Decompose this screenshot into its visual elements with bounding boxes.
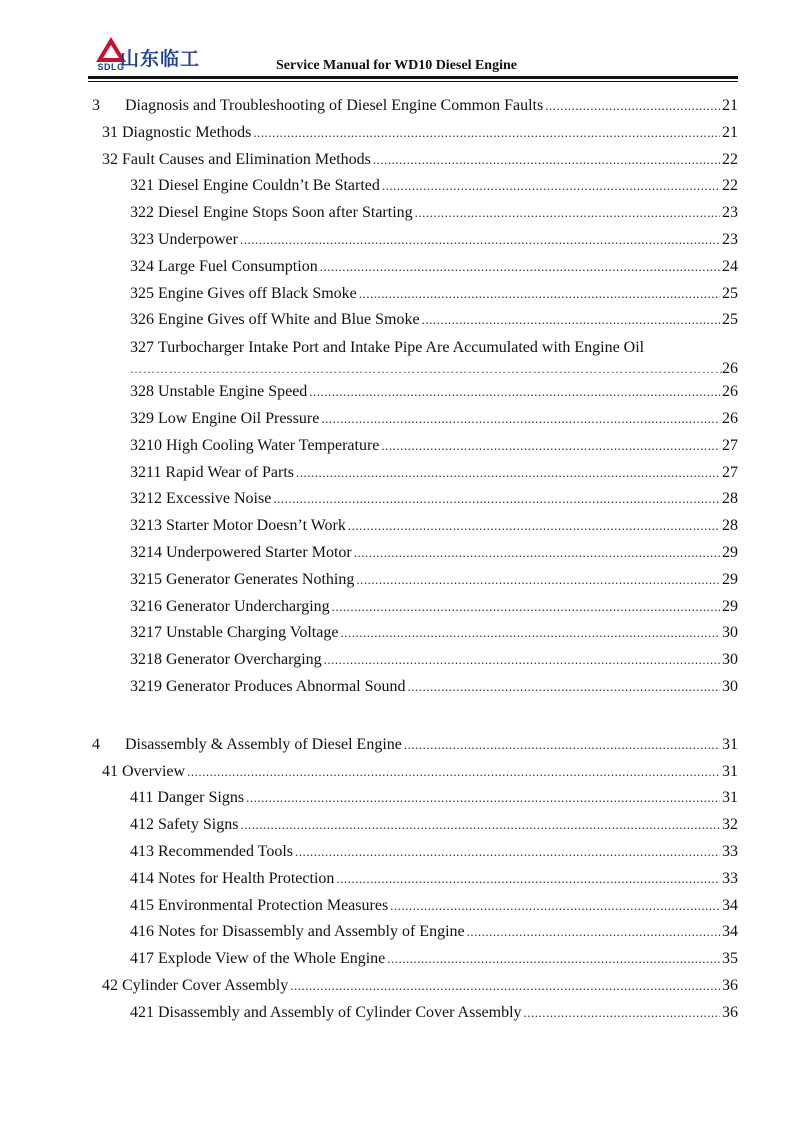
- toc-entry[interactable]: [92, 307, 738, 334]
- toc-number: 329: [130, 409, 154, 427]
- toc-title: Generator Generates Nothing: [166, 570, 355, 588]
- toc-number: 3214: [130, 543, 162, 561]
- toc-entry[interactable]: [92, 379, 738, 406]
- toc-number: 415: [130, 896, 154, 914]
- toc-number: 4: [92, 735, 100, 753]
- toc-title: High Cooling Water Temperature: [166, 436, 380, 454]
- leader-dots: [240, 227, 720, 254]
- leader-dots: [246, 785, 720, 812]
- toc-number: 321: [130, 177, 154, 195]
- document-title: Service Manual for WD10 Diesel Engine: [276, 58, 517, 73]
- toc-entry[interactable]: [92, 866, 738, 893]
- toc-number: 413: [130, 842, 154, 860]
- leader-dots: [240, 812, 720, 839]
- toc-page: 29: [722, 543, 738, 561]
- toc-number: 323: [130, 230, 154, 248]
- toc-entry[interactable]: [92, 973, 738, 1000]
- leader-dots: [382, 173, 720, 200]
- toc-title: Diesel Engine Couldn’t Be Started: [158, 177, 380, 195]
- toc-title: Engine Gives off Black Smoke: [158, 284, 357, 302]
- toc-number: 411: [130, 789, 154, 807]
- toc-title: Engine Gives off White and Blue Smoke: [158, 311, 420, 329]
- leader-dots: [404, 732, 720, 759]
- leader-dots: [390, 893, 720, 920]
- toc-page: 36: [722, 1003, 738, 1021]
- toc-title: Safety Signs: [158, 816, 239, 834]
- toc-page: 32: [722, 816, 738, 834]
- toc-title: Diagnosis and Troubleshooting of Diesel Engine Common Faults: [125, 97, 544, 114]
- toc-number: 3216: [130, 597, 162, 615]
- toc-entry[interactable]: [92, 812, 738, 839]
- toc-number: 414: [130, 869, 154, 887]
- toc-entry[interactable]: [92, 513, 738, 540]
- toc-page: 23: [722, 230, 738, 248]
- sdlg-logo: [94, 36, 244, 76]
- toc-page: 34: [722, 923, 738, 941]
- toc-entry[interactable]: [92, 785, 738, 812]
- toc-entry[interactable]: [92, 147, 738, 174]
- toc-page: 25: [722, 284, 738, 302]
- toc-page: 31: [722, 789, 738, 807]
- toc-page: 21: [722, 123, 738, 141]
- toc-page: 33: [722, 869, 738, 887]
- leader-dots: [336, 866, 720, 893]
- toc-page: 28: [722, 517, 738, 535]
- toc-number: 3210: [130, 436, 162, 454]
- toc-page: 22: [722, 177, 738, 195]
- toc-title: Low Engine Oil Pressure: [158, 409, 320, 427]
- toc-title: Generator Produces Abnormal Sound: [166, 677, 406, 695]
- toc-page: 24: [722, 257, 738, 275]
- toc-page: 30: [722, 651, 738, 669]
- toc-number: 328: [130, 383, 154, 401]
- toc-title: Turbocharger Intake Port and Intake Pipe Are Accumulated with Engine Oil: [158, 339, 645, 357]
- toc-number: 32: [102, 150, 118, 168]
- toc-entry[interactable]: [92, 620, 738, 647]
- toc-page: 27: [722, 463, 738, 481]
- toc-title: Excessive Noise: [166, 490, 272, 508]
- toc-title: Starter Motor Doesn’t Work: [166, 517, 346, 535]
- header-rule-thin: [88, 81, 738, 82]
- toc-entry[interactable]: [92, 93, 738, 120]
- toc-title: Underpowered Starter Motor: [166, 543, 352, 561]
- toc-page: 31: [722, 762, 738, 780]
- toc-number: 3215: [130, 570, 162, 588]
- toc-entry[interactable]: [92, 254, 738, 281]
- toc-number: 3212: [130, 490, 162, 508]
- toc-number: 322: [130, 204, 154, 222]
- toc-title: Underpower: [158, 230, 238, 248]
- toc-number: 421: [130, 1003, 154, 1021]
- toc-page: 36: [722, 976, 738, 994]
- leader-dots: [130, 359, 722, 379]
- toc-entry[interactable]: [92, 200, 738, 227]
- toc-title: Large Fuel Consumption: [158, 257, 318, 275]
- toc-entry[interactable]: [92, 173, 738, 200]
- leader-dots: [373, 147, 720, 174]
- toc-number: 3213: [130, 517, 162, 535]
- toc-page: 30: [722, 624, 738, 642]
- leader-dots: [387, 946, 720, 973]
- leader-dots: [356, 567, 720, 594]
- leader-dots: [340, 620, 720, 647]
- toc-number: 325: [130, 284, 154, 302]
- toc-page: 31: [722, 735, 738, 753]
- toc-number: 3211: [130, 463, 162, 481]
- toc-entry[interactable]: [92, 839, 738, 866]
- toc-entry[interactable]: [92, 486, 738, 513]
- leader-dots: [324, 647, 720, 674]
- toc-entry[interactable]: [92, 1000, 738, 1027]
- leader-dots: [467, 919, 720, 946]
- toc-entry[interactable]: [92, 893, 738, 920]
- leader-dots: [415, 200, 720, 227]
- toc-entry[interactable]: [92, 460, 738, 487]
- toc-number: 326: [130, 311, 154, 329]
- leader-dots: [187, 759, 720, 786]
- toc-number: 327: [130, 339, 154, 357]
- leader-dots: [320, 254, 720, 281]
- toc-page: 21: [722, 97, 738, 114]
- leader-dots: [408, 674, 720, 701]
- toc-page: 33: [722, 842, 738, 860]
- leader-dots: [321, 406, 720, 433]
- toc-number: 31: [102, 123, 118, 141]
- toc-number: 416: [130, 923, 154, 941]
- toc-title: Danger Signs: [157, 789, 245, 807]
- leader-dots: [545, 93, 720, 120]
- brand-en: SDLG: [97, 62, 125, 72]
- toc-title: Generator Undercharging: [166, 597, 330, 615]
- leader-dots: [359, 281, 720, 308]
- toc-page: 28: [722, 490, 738, 508]
- toc-entry[interactable]: [92, 567, 738, 594]
- leader-dots: [290, 973, 720, 1000]
- brand-cn: 山东临工: [120, 48, 201, 70]
- leader-dots: [296, 460, 720, 487]
- toc-title: Generator Overcharging: [166, 651, 322, 669]
- toc-entry[interactable]: [92, 759, 738, 786]
- leader-dots: [354, 540, 720, 567]
- toc-page: 34: [722, 896, 738, 914]
- toc-number: 3218: [130, 651, 162, 669]
- toc-page: 29: [722, 597, 738, 615]
- toc-number: 3: [92, 97, 100, 114]
- leader-dots: [332, 594, 720, 621]
- toc-page: 26: [722, 409, 738, 427]
- toc-title: Diagnostic Methods: [122, 123, 252, 141]
- leader-dots: [348, 513, 720, 540]
- leader-dots: [309, 379, 720, 406]
- toc-entry[interactable]: [92, 594, 738, 621]
- toc-title: Recommended Tools: [158, 842, 294, 860]
- toc-title: Cylinder Cover Assembly: [122, 976, 289, 994]
- toc-entry[interactable]: [92, 946, 738, 973]
- toc-title: Disassembly & Assembly of Diesel Engine: [125, 735, 402, 753]
- toc-page: 26: [722, 383, 738, 401]
- toc-entry[interactable]: [92, 120, 738, 147]
- toc-title: Rapid Wear of Parts: [165, 463, 295, 481]
- leader-dots: [253, 120, 720, 147]
- leader-dots: [381, 433, 720, 460]
- toc-entry[interactable]: [92, 647, 738, 674]
- toc-page: 29: [722, 570, 738, 588]
- toc-page: 23: [722, 204, 738, 222]
- toc-entry[interactable]: [92, 433, 738, 460]
- leader-dots: [422, 307, 720, 334]
- toc-title: Notes for Disassembly and Assembly of Engine: [158, 923, 465, 941]
- table-of-contents: [92, 93, 738, 1027]
- header-rule-thick: [88, 76, 738, 79]
- toc-page: 25: [722, 311, 738, 329]
- toc-number: 3219: [130, 677, 162, 695]
- toc-number: 42: [102, 976, 118, 994]
- leader-dots: [295, 839, 720, 866]
- toc-title: Fault Causes and Elimination Methods: [122, 150, 371, 168]
- toc-title: Unstable Engine Speed: [158, 383, 308, 401]
- toc-number: 41: [102, 762, 118, 780]
- toc-number: 324: [130, 257, 154, 275]
- toc-title: Unstable Charging Voltage: [166, 624, 339, 642]
- toc-title: Notes for Health Protection: [158, 869, 335, 887]
- toc-page: 26: [722, 360, 738, 378]
- toc-number: 412: [130, 816, 154, 834]
- toc-number: 417: [130, 950, 154, 968]
- toc-number: 3217: [130, 624, 162, 642]
- toc-page: 35: [722, 950, 738, 968]
- toc-entry[interactable]: [92, 227, 738, 254]
- toc-page: 27: [722, 436, 738, 454]
- toc-entry[interactable]: [92, 919, 738, 946]
- toc-title: Diesel Engine Stops Soon after Starting: [158, 204, 413, 222]
- toc-page: 22: [722, 150, 738, 168]
- toc-title: Overview: [122, 762, 186, 780]
- toc-title: Explode View of the Whole Engine: [158, 950, 386, 968]
- toc-title: Environmental Protection Measures: [158, 896, 389, 914]
- toc-page: 30: [722, 677, 738, 695]
- leader-dots: [524, 1000, 720, 1027]
- toc-entry[interactable]: [92, 732, 738, 759]
- toc-entry[interactable]: [92, 540, 738, 567]
- page-header: [88, 36, 738, 86]
- toc-entry[interactable]: [92, 674, 738, 701]
- leader-dots: [273, 486, 720, 513]
- toc-entry[interactable]: [92, 406, 738, 433]
- toc-entry[interactable]: [92, 334, 738, 379]
- toc-entry[interactable]: [92, 281, 738, 308]
- section-gap: [92, 701, 738, 732]
- toc-title: Disassembly and Assembly of Cylinder Cover Assembly: [158, 1003, 522, 1021]
